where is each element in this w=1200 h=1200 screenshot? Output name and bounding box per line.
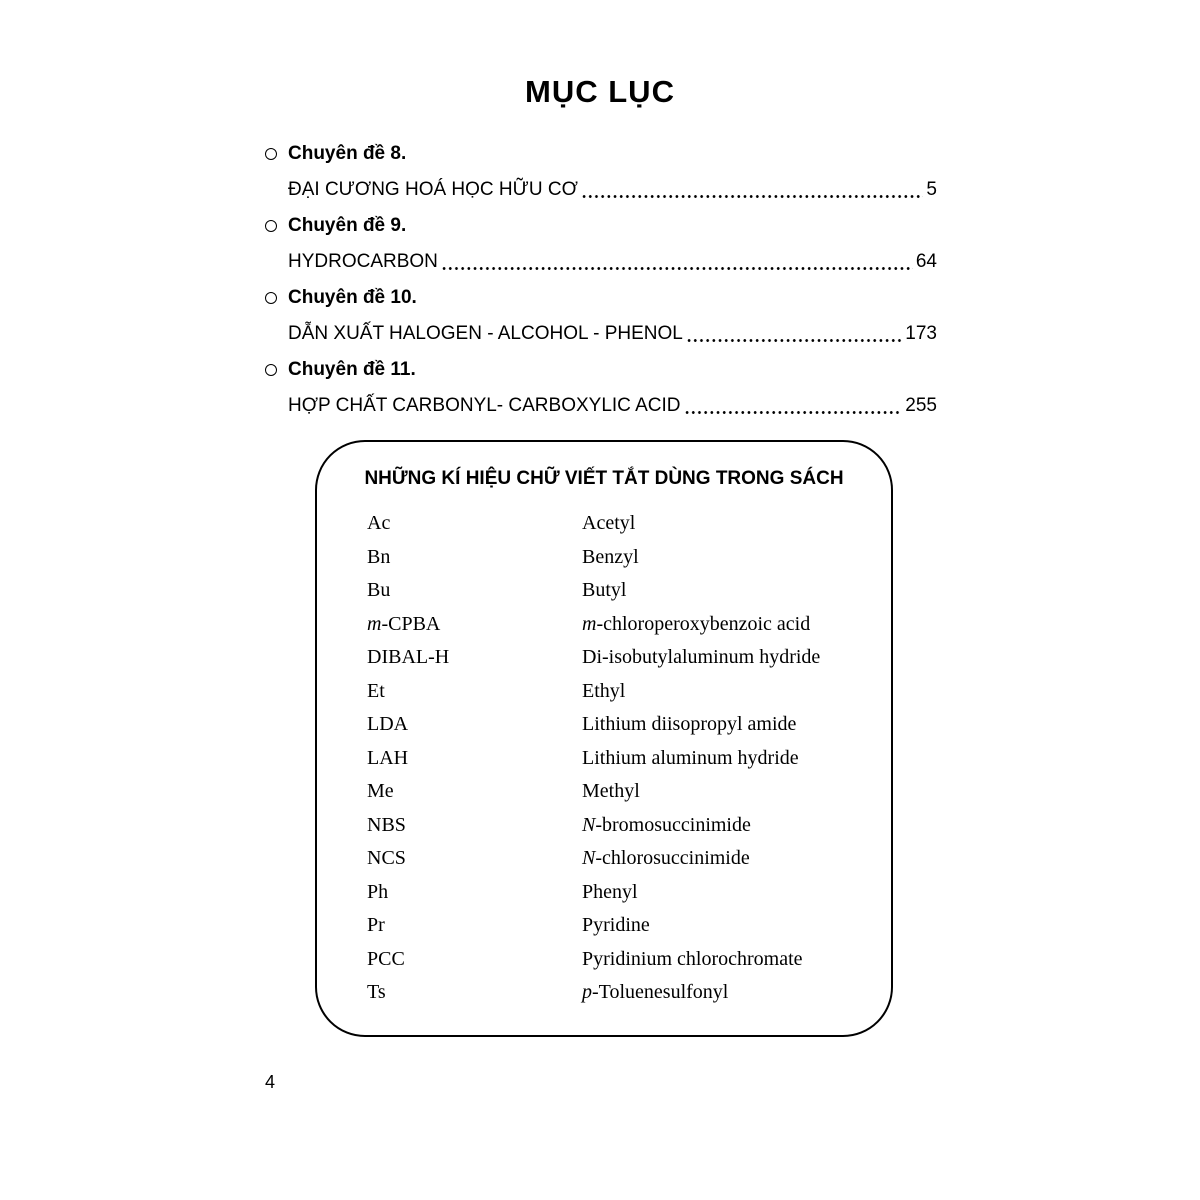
toc-entry — [265, 280, 937, 352]
circle-bullet-icon — [265, 220, 277, 232]
abbreviation-description: Methyl — [582, 780, 640, 803]
abbreviation-key: Ph — [367, 880, 389, 903]
table-of-contents — [265, 136, 937, 424]
abbreviation-key: Ts — [367, 981, 386, 1004]
abbreviation-row — [367, 976, 871, 1010]
abbreviation-row — [367, 608, 871, 642]
abbreviation-description: m-chloroperoxybenzoic acid — [582, 612, 811, 635]
toc-entry-title-row — [265, 388, 937, 424]
abbreviation-description: Lithium diisopropyl amide — [582, 713, 797, 736]
abbreviation-key: Pr — [367, 914, 385, 937]
toc-entry-label-row — [265, 136, 937, 172]
abbreviation-key: NCS — [367, 847, 406, 870]
abbreviation-row — [367, 641, 871, 675]
abbreviation-key: LDA — [367, 713, 409, 736]
abbreviation-key: NBS — [367, 813, 406, 836]
abbreviation-description: Pyridinium chlorochromate — [582, 947, 803, 970]
abbreviation-key: Ac — [367, 512, 391, 535]
abbreviation-row — [367, 842, 871, 876]
toc-entry-label-row — [265, 352, 937, 388]
toc-entry-title: HỢP CHẤT CARBONYL- CARBOXYLIC ACID — [288, 395, 681, 416]
abbreviation-row — [367, 675, 871, 709]
abbreviation-description: Benzyl — [582, 545, 639, 568]
abbreviation-row — [367, 775, 871, 809]
toc-entry-title-row — [265, 244, 937, 280]
toc-entry-label: Chuyên đề 9. — [288, 215, 407, 236]
abbreviation-row — [367, 876, 871, 910]
abbreviation-key: Bu — [367, 579, 391, 602]
page-number: 4 — [265, 1072, 276, 1092]
abbreviation-key: m-CPBA — [367, 612, 441, 635]
toc-entry-page: 5 — [926, 179, 937, 200]
toc-entry-label-row — [265, 208, 937, 244]
toc-entry-page: 64 — [915, 251, 937, 272]
abbreviation-row — [367, 541, 871, 575]
toc-entry — [265, 208, 937, 280]
dot-leader — [684, 411, 903, 414]
toc-entry-title: HYDROCARBON — [288, 251, 438, 272]
abbreviation-description: p-Toluenesulfonyl — [582, 981, 729, 1004]
abbreviations-box-title: NHỮNG KÍ HIỆU CHỮ VIẾT TẮT DÙNG TRONG SÁCH — [364, 468, 844, 489]
abbreviation-row — [367, 708, 871, 742]
abbreviation-row — [367, 574, 871, 608]
abbreviation-row — [367, 909, 871, 943]
abbreviation-description: Ethyl — [582, 679, 626, 702]
abbreviation-description: Lithium aluminum hydride — [582, 746, 799, 769]
toc-entry-label: Chuyên đề 8. — [288, 143, 407, 164]
abbreviation-description: Phenyl — [582, 880, 638, 903]
toc-entry — [265, 352, 937, 424]
abbreviation-description: Acetyl — [582, 512, 636, 535]
abbreviation-key: DIBAL-H — [367, 646, 450, 669]
circle-bullet-icon — [265, 364, 277, 376]
abbreviation-key: Et — [367, 679, 385, 702]
toc-entry — [265, 136, 937, 208]
abbreviation-row — [367, 742, 871, 776]
toc-entry-title: DẪN XUẤT HALOGEN - ALCOHOL - PHENOL — [288, 323, 683, 344]
abbreviation-row — [367, 809, 871, 843]
abbreviation-key: PCC — [367, 947, 405, 970]
abbreviation-row — [367, 943, 871, 977]
abbreviation-description: N-chlorosuccinimide — [582, 847, 750, 870]
abbreviations-box — [315, 440, 893, 1037]
circle-bullet-icon — [265, 292, 277, 304]
dot-leader — [441, 267, 913, 270]
toc-entry-title: ĐẠI CƯƠNG HOÁ HỌC HỮU CƠ — [288, 179, 578, 200]
toc-entry-label: Chuyên đề 11. — [288, 359, 416, 380]
toc-entry-label-row — [265, 280, 937, 316]
toc-entry-page: 255 — [905, 395, 937, 416]
abbreviation-key: Me — [367, 780, 394, 803]
abbreviation-description: Di-isobutylaluminum hydride — [582, 646, 821, 669]
abbreviation-description: Butyl — [582, 579, 627, 602]
abbreviation-description: Pyridine — [582, 914, 650, 937]
abbreviation-description: N-bromosuccinimide — [582, 813, 751, 836]
circle-bullet-icon — [265, 148, 277, 160]
toc-entry-title-row — [265, 172, 937, 208]
dot-leader — [581, 195, 924, 198]
abbreviation-key: LAH — [367, 746, 409, 769]
abbreviation-key: Bn — [367, 545, 391, 568]
toc-entry-page: 173 — [905, 323, 937, 344]
dot-leader — [686, 339, 902, 342]
page-title: MỤC LỤC — [525, 74, 675, 109]
toc-entry-title-row — [265, 316, 937, 352]
toc-entry-label: Chuyên đề 10. — [288, 287, 417, 308]
abbreviations-list — [317, 507, 891, 1010]
abbreviation-row — [367, 507, 871, 541]
